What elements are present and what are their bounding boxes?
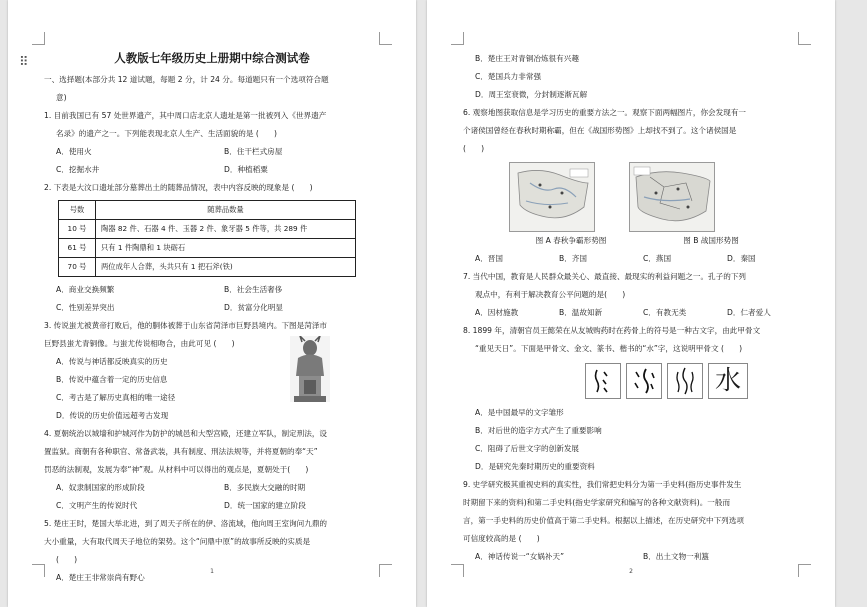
option: C．阻碍了后世文字的创新发展 — [475, 444, 580, 453]
q2-options — [44, 299, 380, 317]
water-glyph-row — [585, 363, 799, 399]
q5-stem: 大小重量，大有取代周天子地位的架势。这个“问鼎中原”的故事所反映的实质是 — [44, 537, 311, 546]
q8-stem: “重见天日”。下面是甲骨文、金文、篆书、楷书的“水”字，这说明甲骨文 ( ) — [475, 344, 743, 353]
q6-options — [463, 250, 799, 268]
q4-options — [44, 479, 380, 497]
q1-stem: 名录》的遗产之一。下列能表现北京人生产、生活面貌的是 ( ) — [56, 129, 277, 138]
option: A．奴隶制国家的形成阶段 — [56, 483, 145, 492]
option: B．楚庄王对青铜冶炼很有兴趣 — [475, 54, 579, 63]
map-captions — [501, 232, 799, 250]
table-row — [59, 258, 356, 277]
option: D．传说的历史价值远超考古发现 — [56, 411, 169, 420]
q4-stem: 置监狱。商朝有各种职官、常备武装，具有制度、刑法法规等，并将夏朝的奉“天” — [44, 447, 318, 456]
q7-options — [463, 304, 799, 322]
q7-stem: 观点中，有利于解决教育公平问题的是( ) — [475, 290, 626, 299]
seal-water-glyph — [667, 363, 703, 399]
page-2 — [427, 0, 835, 607]
page-number: 1 — [210, 568, 214, 575]
option: B．出土文物一利簋 — [643, 552, 709, 561]
table-cell: 70 号 — [59, 258, 96, 277]
option: B．对后世的造字方式产生了重要影响 — [475, 426, 602, 435]
option: C．性别差异突出 — [56, 303, 115, 312]
table-header: 号数 — [59, 201, 96, 220]
option: A．是中国最早的文字雏形 — [475, 408, 564, 417]
q4-stem: 罚恶的法制观，发展为奉“神”观。从材料中可以得出的观点是，夏朝处于( ) — [44, 465, 309, 474]
option: C．文明产生的传说时代 — [56, 501, 138, 510]
q6-stem: ( ) — [463, 144, 485, 153]
table-cell: 61 号 — [59, 239, 96, 258]
q6-stem: 个诸侯国曾经在春秋时期称霸，但在《战国形势图》上却找不到了。这个诸侯国是 — [463, 126, 737, 135]
option: D．种植稻粟 — [224, 165, 268, 174]
option: C．燕国 — [643, 254, 672, 263]
crop-mark — [379, 32, 392, 45]
crop-mark — [451, 32, 464, 45]
option: A．商业交换频繁 — [56, 285, 115, 294]
page-title: 人教版七年级历史上册期中综合测试卷 — [114, 51, 310, 65]
table-row — [59, 220, 356, 239]
table-header: 随葬品数量 — [96, 201, 356, 220]
option: D．是研究先秦时期历史的重要资料 — [475, 462, 595, 471]
crop-mark — [32, 32, 45, 45]
q4-options — [44, 497, 380, 515]
option: D．统一国家的建立阶段 — [224, 501, 306, 510]
page-1-content — [44, 48, 380, 587]
q7-stem: 7. 当代中国，教育是人民群众最关心、最直接、最现实的利益问题之一。孔子的下列 — [463, 272, 747, 281]
q3-stem: 巨野县蚩尤青铜像。与蚩尤传说相吻合，由此可见 ( ) — [44, 339, 235, 348]
option: D．秦国 — [727, 254, 756, 263]
page-1 — [8, 0, 416, 607]
q6-stem: 6. 观察地图获取信息是学习历史的重要方法之一。观察下面两幅图片，你会发现有一 — [463, 108, 747, 117]
option: A．神话传说一“女娲补天” — [475, 552, 564, 561]
table-cell: 10 号 — [59, 220, 96, 239]
spring-autumn-map — [509, 162, 595, 232]
table-header-row — [59, 201, 356, 220]
option: D．贫富分化明显 — [224, 303, 284, 312]
q4-stem: 4. 夏朝统治以城墙和护城河作为防护的城邑和大型宫殿，还建立军队，制定刑法，设 — [44, 429, 328, 438]
q2-options — [44, 281, 380, 299]
table-cell: 只有 1 件陶鼎和 1 块砺石 — [96, 239, 356, 258]
option: B．社会生活奢侈 — [224, 285, 283, 294]
option: A．使用火 — [56, 147, 92, 156]
section-heading: 一、选择题(本部分共 12 道试题，每题 2 分，计 24 分。每道题只有一个选项符合题 — [44, 75, 329, 84]
oracle-bone-water-glyph — [585, 363, 621, 399]
table-row — [59, 239, 356, 258]
option: C．楚国兵力非常强 — [475, 72, 542, 81]
burial-table — [58, 200, 356, 277]
regular-script-water-glyph — [708, 363, 748, 399]
bronze-water-glyph — [626, 363, 662, 399]
q1-stem: 1. 目前我国已有 57 处世界遗产，其中周口店北京人遗址是第一批被列入《世界遗产 — [44, 111, 327, 120]
chiyou-statue-image — [290, 336, 330, 402]
drag-handle-icon[interactable]: ⠿ — [19, 55, 29, 70]
option: B．住干栏式房屋 — [224, 147, 283, 156]
map-caption: 图 B 战国形势图 — [683, 236, 739, 245]
q5-stem: ( ) — [56, 555, 78, 564]
table-cell: 两位成年人合葬，头共只有 1 把石斧(铁) — [96, 258, 356, 277]
page-number: 2 — [629, 568, 633, 575]
option: B．传说中蕴含着一定的历史信息 — [56, 375, 168, 384]
option: B．齐国 — [559, 254, 587, 263]
q8-stem: 8. 1899 年，清朝官员王懿荣在从友城购药时在药骨上的符号是一种古文字，由此甲骨文 — [463, 326, 761, 335]
option: A．传说与神话都反映真实的历史 — [56, 357, 168, 366]
crop-mark — [798, 32, 811, 45]
map-figures — [509, 162, 799, 232]
q1-options — [44, 143, 380, 161]
q9-stem: 可信度较高的是 ( ) — [463, 534, 540, 543]
q3-stem: 3. 传说蚩尤被黄帝打败后，他的胴体被葬于山东省菏泽市巨野县境内。下图是菏泽市 — [44, 321, 328, 330]
map-caption: 图 A 春秋争霸形势图 — [535, 236, 607, 245]
q9-stem: 9. 史学研究极其重视史料的真实性，我们常把史料分为第一手史料(指历史事件发生 — [463, 480, 742, 489]
section-heading: 意) — [56, 93, 67, 102]
option: C．挖掘水井 — [56, 165, 100, 174]
q5-stem: 5. 楚庄王时，楚国大举北进，到了周天子所在的伊、洛流域，他向周王室询问九鼎的 — [44, 519, 328, 528]
option: C．有教无类 — [643, 308, 687, 317]
option: A．因材施教 — [475, 308, 519, 317]
option: B．温故知新 — [559, 308, 603, 317]
q9-stem: 言，第一手史料的历史价值高于第二手史料。根据以上描述，在历史研究中下列选项 — [463, 516, 744, 525]
option: D．周王室衰微，分封制逐渐瓦解 — [475, 90, 588, 99]
option: A．晋国 — [475, 254, 503, 263]
page-2-content — [463, 50, 799, 566]
q2-stem: 2. 下表是大汶口遗址部分墓葬出土的随葬品情况，表中内容反映的现象是 ( ) — [44, 183, 313, 192]
warring-states-map — [629, 162, 715, 232]
option: A．楚庄王非常崇尚有野心 — [56, 573, 145, 582]
glyph-char: 水 — [714, 366, 741, 396]
q9-stem: 时期留下来的资料)和第二手史料(指史学家研究和编写的各种文献资料)。一般而 — [463, 498, 731, 507]
option: C．考古是了解历史真相的唯一途径 — [56, 393, 176, 402]
q9-options — [463, 548, 799, 566]
q1-options — [44, 161, 380, 179]
option: D．仁者爱人 — [727, 308, 771, 317]
table-cell: 陶器 82 件、石器 4 件、玉器 2 件、象牙器 5 件等，共 289 件 — [96, 220, 356, 239]
option: B．多民族大交融的时期 — [224, 483, 306, 492]
